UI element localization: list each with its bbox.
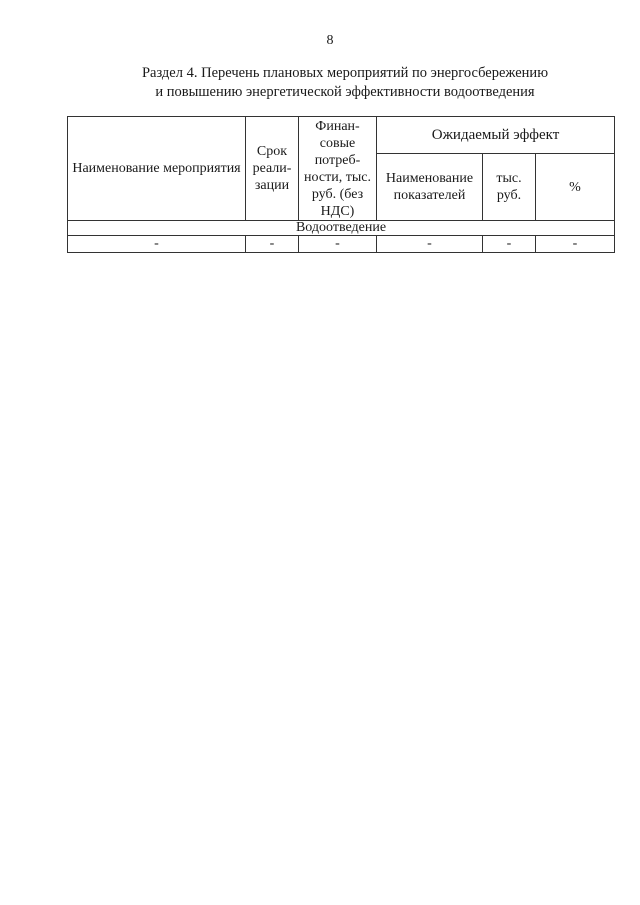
- header-indicators: Наименование показателей: [377, 154, 483, 221]
- table-cell: -: [377, 236, 483, 253]
- table-cell: -: [536, 236, 615, 253]
- header-percent: %: [536, 154, 615, 221]
- section-title-line-2: и повышению энергетической эффективности водоотведения: [155, 84, 535, 100]
- header-financing: Финан-совые потреб-ности, тыс. руб. (без НДС): [299, 117, 377, 221]
- section-title: [60, 64, 630, 102]
- header-thousand-rub: тыс. руб.: [483, 154, 536, 221]
- header-term: Срок реали-зации: [246, 117, 299, 221]
- table-row: [68, 236, 615, 253]
- table-cell: -: [483, 236, 536, 253]
- page-number: 8: [326, 33, 334, 48]
- measures-table: [67, 116, 615, 253]
- section-title-line-1: Раздел 4. Перечень плановых мероприятий по энергосбережению: [141, 65, 549, 81]
- table-cell: -: [246, 236, 299, 253]
- header-name: Наименование мероприятия: [68, 117, 246, 221]
- table-cell: -: [299, 236, 377, 253]
- header-expected-effect: Ожидаемый эффект: [377, 117, 615, 154]
- section-row-label: Водоотведение: [68, 221, 615, 236]
- table-cell: -: [68, 236, 246, 253]
